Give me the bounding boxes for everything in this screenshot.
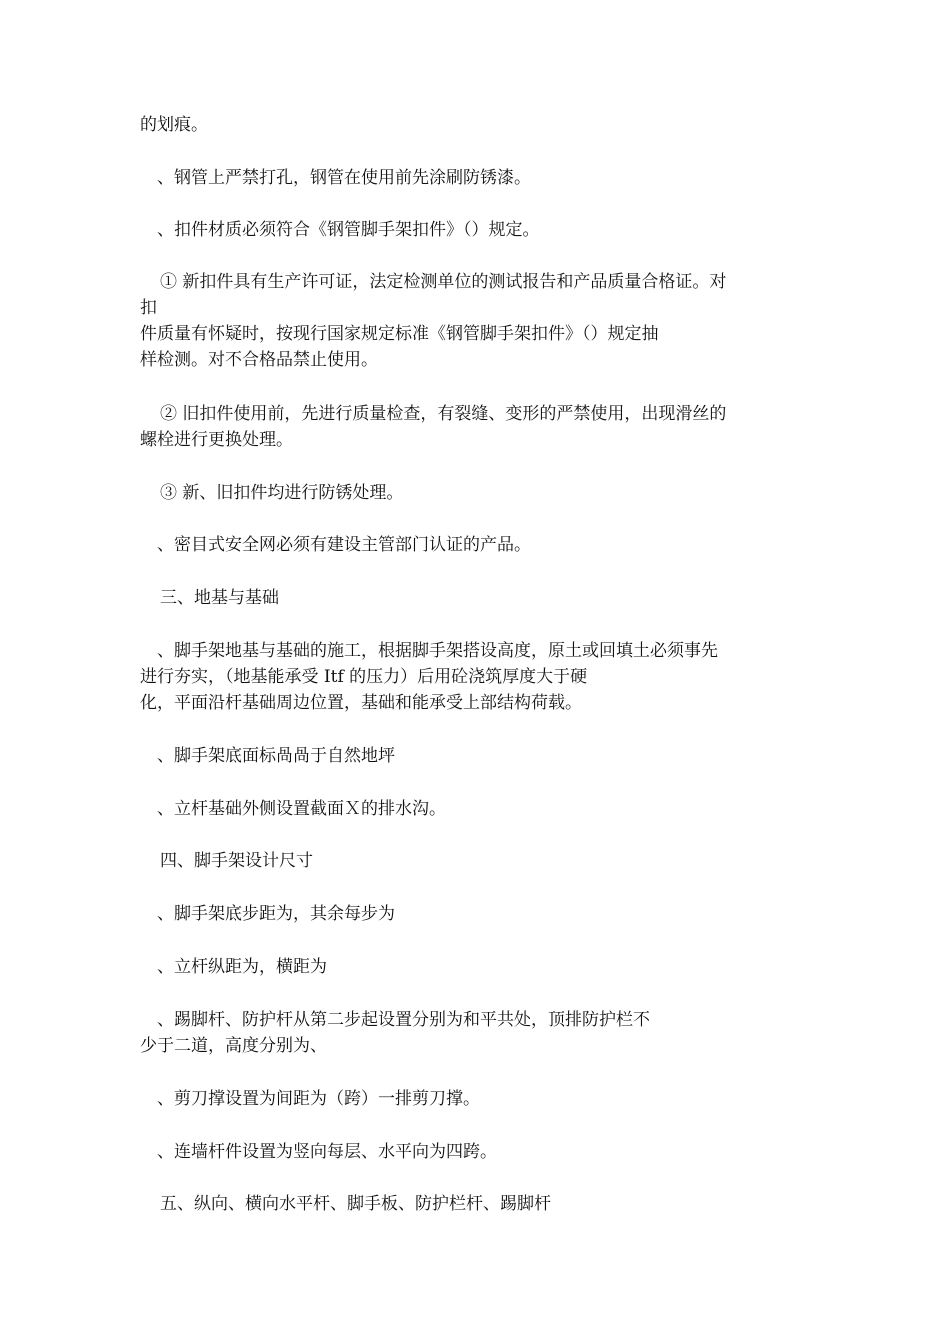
text-line: ① 新扣件具有生产许可证，法定检测单位的测试报告和产品质量合格证。对 bbox=[160, 272, 727, 292]
text-line: 、剪刀撑设置为间距为（跨）一排剪刀撑。 bbox=[140, 1089, 480, 1109]
text-line: 、立杆纵距为，横距为 bbox=[140, 957, 327, 977]
paragraph bbox=[140, 1007, 650, 1059]
paragraph bbox=[140, 401, 727, 453]
paragraph bbox=[140, 269, 727, 373]
text-line: 五、纵向、横向水平杆、脚手板、防护栏杆、踢脚杆 bbox=[160, 1194, 551, 1214]
text-line: 、连墙杆件设置为竖向每层、水平向为四跨。 bbox=[140, 1142, 497, 1162]
paragraph bbox=[140, 796, 446, 822]
paragraph bbox=[140, 638, 718, 716]
section-heading bbox=[160, 1191, 551, 1217]
text-line: 、立杆基础外侧设置截面Ｘ的排水沟。 bbox=[140, 799, 446, 819]
paragraph bbox=[140, 112, 208, 138]
text-line: 三、地基与基础 bbox=[160, 588, 279, 608]
paragraph bbox=[140, 743, 395, 769]
paragraph bbox=[140, 165, 531, 191]
text-line: 样检测。对不合格品禁止使用。 bbox=[140, 350, 378, 370]
paragraph bbox=[140, 1086, 480, 1112]
section-heading bbox=[160, 848, 313, 874]
text-line: ② 旧扣件使用前，先进行质量检查，有裂缝、变形的严禁使用，出现滑丝的 bbox=[160, 404, 727, 424]
text-line: 螺栓进行更换处理。 bbox=[140, 430, 293, 450]
paragraph bbox=[140, 1139, 497, 1165]
text-line: 少于二道，高度分别为、 bbox=[140, 1036, 327, 1056]
text-line: 、脚手架地基与基础的施工，根据脚手架搭设高度，原土或回填土必须事先 bbox=[140, 641, 718, 661]
paragraph bbox=[140, 901, 395, 927]
text-line: 进行夯实，（地基能承受 Itf 的压力）后用砼浇筑厚度大于硬 bbox=[140, 667, 588, 687]
text-line: 、脚手架底面标咼咼于自然地坪 bbox=[140, 746, 395, 766]
text-line: 、钢管上严禁打孔，钢管在使用前先涂刷防锈漆。 bbox=[140, 168, 531, 188]
text-line: 扣 bbox=[140, 298, 157, 318]
section-heading bbox=[160, 585, 279, 611]
text-line: 四、脚手架设计尺寸 bbox=[160, 851, 313, 871]
text-line: 化，平面沿杆基础周边位置，基础和能承受上部结构荷载。 bbox=[140, 693, 582, 713]
paragraph bbox=[140, 217, 540, 243]
text-line: 、密目式安全网必须有建设主管部门认证的产品。 bbox=[140, 535, 531, 555]
paragraph bbox=[140, 954, 327, 980]
text-line: 、扣件材质必须符合《钢管脚手架扣件》（）规定。 bbox=[140, 220, 540, 240]
text-line: ③ 新、旧扣件均进行防锈处理。 bbox=[160, 483, 404, 503]
text-line: 、踢脚杆、防护杆从第二步起设置分别为和平共处，顶排防护栏不 bbox=[140, 1010, 650, 1030]
paragraph bbox=[160, 480, 403, 506]
text-line: 的划痕。 bbox=[140, 115, 208, 135]
text-line: 、脚手架底步距为，其余每步为 bbox=[140, 904, 395, 924]
text-line: 件质量有怀疑时，按现行国家规定标准《钢管脚手架扣件》（）规定抽 bbox=[140, 324, 659, 344]
paragraph bbox=[140, 532, 531, 558]
